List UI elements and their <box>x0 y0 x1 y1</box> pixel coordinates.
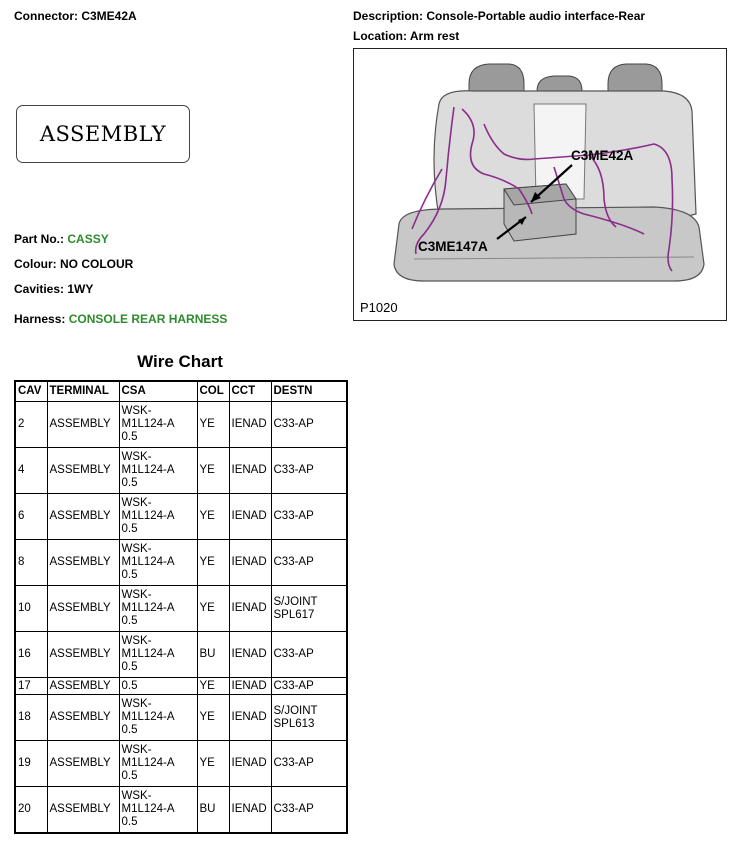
cell-destn: C33-AP <box>271 540 347 586</box>
part-no-link[interactable]: CASSY <box>67 232 109 246</box>
cell-col: YE <box>197 678 229 695</box>
cell-cct: IENAD <box>229 678 271 695</box>
cell-destn: C33-AP <box>271 787 347 834</box>
cell-cct: IENAD <box>229 632 271 678</box>
cell-col: YE <box>197 494 229 540</box>
cell-cav: 10 <box>15 586 47 632</box>
table-row <box>15 678 347 695</box>
header-csa: CSA <box>119 381 197 402</box>
cell-col: YE <box>197 586 229 632</box>
cell-terminal: ASSEMBLY <box>47 402 119 448</box>
cell-cct: IENAD <box>229 787 271 834</box>
table-row <box>15 586 347 632</box>
callout-c3me42a: C3ME42A <box>571 148 634 163</box>
description-line <box>353 9 645 23</box>
cell-destn: C33-AP <box>271 678 347 695</box>
cell-col: YE <box>197 741 229 787</box>
table-row <box>15 787 347 834</box>
cell-terminal: ASSEMBLY <box>47 494 119 540</box>
cell-csa: WSK- M1L124-A 0.5 <box>119 448 197 494</box>
header-cct: CCT <box>229 381 271 402</box>
cell-cct: IENAD <box>229 402 271 448</box>
harness-label: Harness: <box>14 312 66 326</box>
table-row <box>15 695 347 741</box>
cell-csa: WSK- M1L124-A 0.5 <box>119 632 197 678</box>
colour-value: NO COLOUR <box>60 257 134 271</box>
cell-cct: IENAD <box>229 586 271 632</box>
location-line <box>353 29 459 43</box>
connector-label: Connector: <box>14 9 78 23</box>
cell-cav: 8 <box>15 540 47 586</box>
table-row <box>15 494 347 540</box>
cell-destn: C33-AP <box>271 741 347 787</box>
description-label: Description: <box>353 9 424 23</box>
location-label: Location: <box>353 29 407 43</box>
cell-csa: 0.5 <box>119 678 197 695</box>
cell-cav: 18 <box>15 695 47 741</box>
cell-col: BU <box>197 632 229 678</box>
cell-destn: C33-AP <box>271 494 347 540</box>
cell-csa: WSK- M1L124-A 0.5 <box>119 586 197 632</box>
location-figure <box>353 48 727 321</box>
header-col: COL <box>197 381 229 402</box>
wire-chart-title: Wire Chart <box>137 352 223 371</box>
cell-cct: IENAD <box>229 540 271 586</box>
callout-c3me147a: C3ME147A <box>418 239 488 254</box>
cell-csa: WSK- M1L124-A 0.5 <box>119 540 197 586</box>
cell-col: YE <box>197 540 229 586</box>
cell-cav: 17 <box>15 678 47 695</box>
part-no-label: Part No.: <box>14 232 65 246</box>
colour-label: Colour: <box>14 257 57 271</box>
cell-cct: IENAD <box>229 494 271 540</box>
cell-cct: IENAD <box>229 695 271 741</box>
header-cav: CAV <box>15 381 47 402</box>
cell-terminal: ASSEMBLY <box>47 448 119 494</box>
assembly-text: ASSEMBLY <box>39 122 167 146</box>
part-no-line <box>14 232 109 246</box>
cavities-value: 1WY <box>67 282 94 296</box>
cell-col: YE <box>197 402 229 448</box>
figure-code: P1020 <box>360 300 398 315</box>
cell-col: YE <box>197 695 229 741</box>
rear-seat-illustration <box>354 49 725 319</box>
cell-terminal: ASSEMBLY <box>47 540 119 586</box>
description-value: Console-Portable audio interface-Rear <box>426 9 646 23</box>
cell-cct: IENAD <box>229 741 271 787</box>
cell-csa: WSK- M1L124-A 0.5 <box>119 787 197 834</box>
cell-cav: 6 <box>15 494 47 540</box>
table-row <box>15 540 347 586</box>
cell-cav: 2 <box>15 402 47 448</box>
connector-face-view <box>16 105 190 163</box>
cell-cav: 16 <box>15 632 47 678</box>
cell-terminal: ASSEMBLY <box>47 678 119 695</box>
cell-csa: WSK- M1L124-A 0.5 <box>119 402 197 448</box>
cell-csa: WSK- M1L124-A 0.5 <box>119 741 197 787</box>
connector-value: C3ME42A <box>81 9 137 23</box>
cell-terminal: ASSEMBLY <box>47 741 119 787</box>
table-row <box>15 448 347 494</box>
cell-terminal: ASSEMBLY <box>47 632 119 678</box>
cell-terminal: ASSEMBLY <box>47 695 119 741</box>
cell-terminal: ASSEMBLY <box>47 787 119 834</box>
table-header-row <box>15 381 347 402</box>
cell-cav: 20 <box>15 787 47 834</box>
cell-col: YE <box>197 448 229 494</box>
cell-col: BU <box>197 787 229 834</box>
wire-chart-body <box>15 402 347 834</box>
harness-line <box>14 312 227 326</box>
header-terminal: TERMINAL <box>47 381 119 402</box>
header-destn: DESTN <box>271 381 347 402</box>
cell-destn: S/JOINT SPL613 <box>271 695 347 741</box>
table-row <box>15 741 347 787</box>
cell-csa: WSK- M1L124-A 0.5 <box>119 494 197 540</box>
cell-destn: C33-AP <box>271 632 347 678</box>
location-value: Arm rest <box>409 29 460 43</box>
cell-cav: 19 <box>15 741 47 787</box>
cell-terminal: ASSEMBLY <box>47 586 119 632</box>
cell-destn: C33-AP <box>271 402 347 448</box>
cell-csa: WSK- M1L124-A 0.5 <box>119 695 197 741</box>
cell-cct: IENAD <box>229 448 271 494</box>
cavities-label: Cavities: <box>14 282 65 296</box>
harness-link[interactable]: CONSOLE REAR HARNESS <box>68 312 228 326</box>
cell-cav: 4 <box>15 448 47 494</box>
table-row <box>15 402 347 448</box>
connector-line <box>14 9 137 23</box>
colour-line <box>14 257 133 271</box>
wire-chart-table <box>14 380 348 834</box>
table-row <box>15 632 347 678</box>
cell-destn: C33-AP <box>271 448 347 494</box>
cavities-line <box>14 282 93 296</box>
cell-destn: S/JOINT SPL617 <box>271 586 347 632</box>
